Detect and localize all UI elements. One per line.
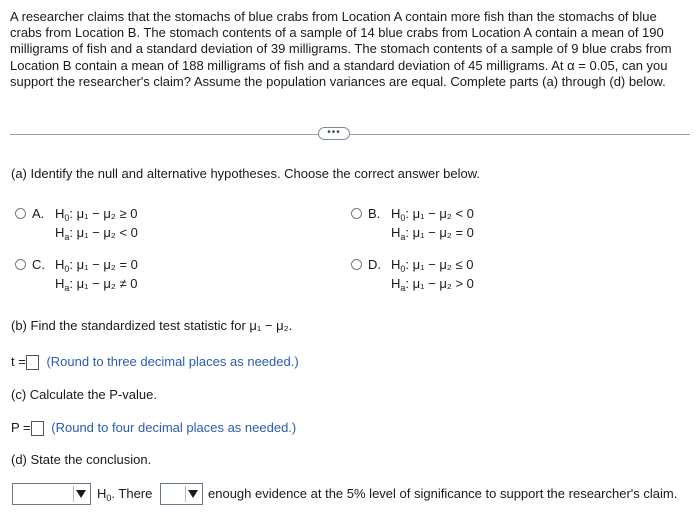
part-a-prompt: (a) Identify the null and alternative hypotheses. Choose the correct answer below. bbox=[11, 166, 480, 181]
choice-d-letter: D. bbox=[368, 257, 381, 272]
decision-dropdown[interactable] bbox=[12, 483, 91, 505]
part-d-prompt: (d) State the conclusion. bbox=[11, 452, 152, 467]
radio-d[interactable] bbox=[351, 259, 362, 270]
chevron-down-icon bbox=[188, 490, 198, 498]
radio-a[interactable] bbox=[15, 208, 26, 219]
choice-d-null: $H_0$: μ₁ − μ₂ ≤ 0 bbox=[391, 257, 474, 274]
problem-statement: A researcher claims that the stomachs of blue crabs from Location A contain more fish than the stomachs of blue crabs from Location B. The stomach contents of a sample of 14 blue crabs from Location A contain a mean of 190 milligrams of fish and a standard deviation of 39 milligrams. The stomach contents of a sample of 9 blue crabs from Location B contain a mean of 188 milligrams of fish and a standard deviation of 45 milligrams. At α = 0.05, can you support the researcher's claim? Assume the population variances are equal. Complete parts (a) through (d) below. bbox=[10, 9, 672, 89]
p-hint: (Round to four decimal places as needed.) bbox=[51, 420, 297, 435]
conclusion-h0: $H_0$. There bbox=[97, 486, 153, 503]
choice-d-alt: $H_a$: μ₁ − μ₂ > 0 bbox=[391, 276, 474, 293]
choice-c-alt: $H_a$: μ₁ − μ₂ ≠ 0 bbox=[55, 276, 138, 293]
choice-c-letter: C. bbox=[32, 257, 45, 272]
choice-c-null: $H_0$: μ₁ − μ₂ = 0 bbox=[55, 257, 138, 274]
choice-b-null: $H_0$: μ₁ − μ₂ < 0 bbox=[391, 206, 474, 223]
section-divider bbox=[10, 134, 690, 135]
conclusion-tail: enough evidence at the 5% level of significance to support the researcher's claim. bbox=[208, 486, 678, 501]
radio-b[interactable] bbox=[351, 208, 362, 219]
t-input[interactable] bbox=[26, 355, 39, 370]
part-c-prompt: (c) Calculate the P-value. bbox=[11, 387, 157, 402]
radio-c[interactable] bbox=[15, 259, 26, 270]
part-b-prompt: (b) Find the standardized test statistic for μ₁ − μ₂. bbox=[11, 318, 293, 333]
choice-a-letter: A. bbox=[32, 206, 45, 221]
choice-b-alt: $H_a$: μ₁ − μ₂ = 0 bbox=[391, 225, 474, 242]
choice-a-null: $H_0$: μ₁ − μ₂ ≥ 0 bbox=[55, 206, 138, 223]
p-label: P = bbox=[11, 420, 31, 435]
choice-b-letter: B. bbox=[368, 206, 381, 221]
chevron-down-icon bbox=[76, 490, 86, 498]
t-hint: (Round to three decimal places as needed.) bbox=[46, 354, 299, 369]
t-label: t = bbox=[11, 354, 26, 369]
evidence-dropdown[interactable] bbox=[160, 483, 203, 505]
expand-more-button[interactable]: ••• bbox=[318, 127, 350, 140]
choice-a-alt: $H_a$: μ₁ − μ₂ < 0 bbox=[55, 225, 138, 242]
evidence-dropdown-separator bbox=[185, 486, 186, 502]
part-b-answer-row bbox=[11, 354, 299, 370]
p-input[interactable] bbox=[31, 421, 44, 436]
decision-dropdown-separator bbox=[73, 486, 74, 502]
part-c-answer-row bbox=[11, 420, 296, 436]
